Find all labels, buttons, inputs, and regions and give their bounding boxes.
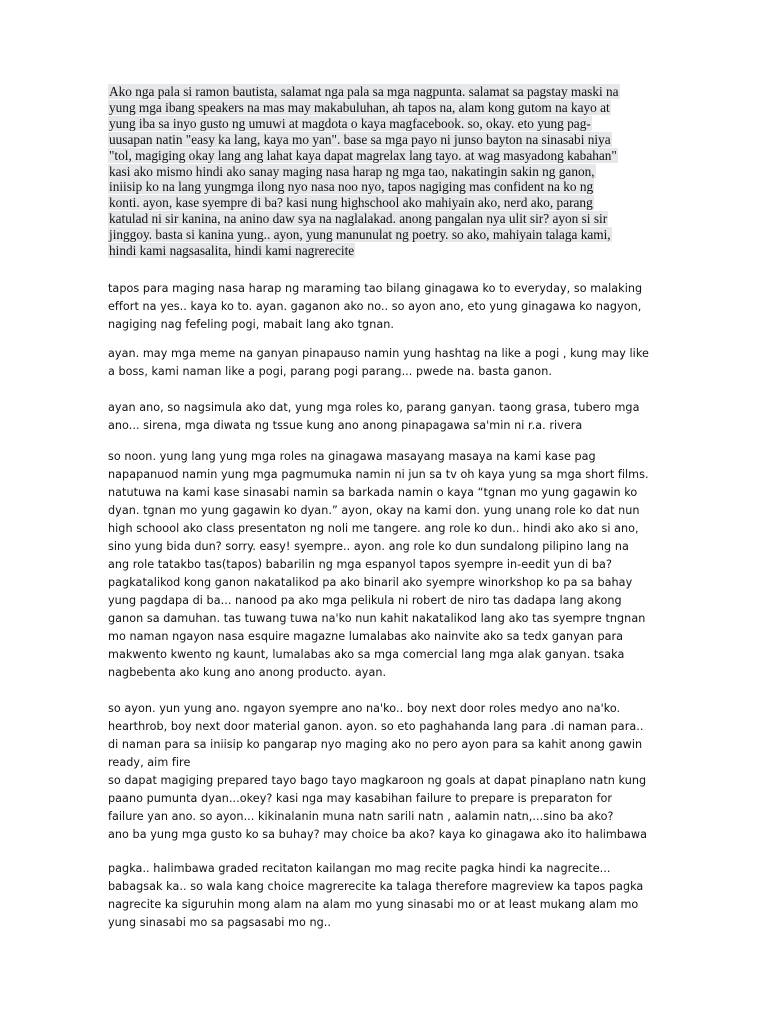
highlighted-text: iniisip ko na lang yungmga ilong nyo nasa noo nyo, tapos nagiging mas confident na ko ng [109, 179, 594, 195]
paragraph [108, 700, 660, 772]
highlighted-text: Ako nga pala si ramon bautista, salamat nga pala sa mga nagpunta. salamat sa pagstay maski na [109, 84, 619, 99]
paragraph-line: so dapat magiging prepared tayo bago tayo magkaroon ng goals at dapat pinaplano natn kung [108, 773, 647, 787]
highlighted-text: jinggoy. basta si kanina yung.. ayon, yung manunulat ng poetry. so ako, mahiyain talaga kami, [109, 227, 611, 243]
highlighted-text: hindi kami nagsasalita, hindi kami nagrerecite [109, 243, 355, 259]
paragraph-line: makwento kwento ng kaunt, lumalabas ako sa mga comercial lang mga alak ganyan. tsaka [108, 647, 625, 661]
paragraph-line: mo naman ngayon nasa esquire magazne lumalabas ako nainvite ako sa tedx ganyan para [108, 629, 624, 643]
paragraph-line: ang role tatakbo tas(tapos) babarilin ng mga espanyol tapos syempre in-eedit yun di ba? [108, 557, 612, 571]
paragraph-line: nagrecite ka siguruhin mong alam na alam mo yung sinasabi mo or at least mukang alam mo [108, 897, 639, 911]
paragraph [108, 860, 660, 932]
paragraph-line: ganon sa damuhan. tas tuwang tuwa na'ko nun kahit nakatalikod lang ako tas syempre tngnan [108, 611, 646, 625]
paragraph-line: natutuwa na kami kase sinasabi namin sa barkada namin o kaya “tgnan mo yung gagawin ko [108, 485, 638, 499]
paragraph-line: effort na yes.. kaya ko to. ayan. gaganon ako no.. so ayon ano, eto yung ginagawa ko nagyon, [108, 299, 642, 313]
document-body [108, 280, 660, 932]
highlighted-text-line [108, 148, 660, 164]
paragraph-line: high schoool ako class presentaton ng noli me tangere. ang role ko dun.. hindi ako ako si ano, [108, 521, 639, 535]
paragraph-line: babagsak ka.. so wala kang choice magrerecite ka talaga therefore magreview ka tapos pagka [108, 879, 644, 893]
paragraph-line: hearthrob, boy next door material ganon. ayon. so eto paghahanda lang para .di naman para.. [108, 719, 644, 733]
paragraph-line: tapos para maging nasa harap ng maraming tao bilang ginagawa ko to everyday, so malaking [108, 281, 643, 295]
highlighted-text-line [108, 132, 660, 148]
paragraph-line: ayan ano, so nagsimula ako dat, yung mga roles ko, parang ganyan. taong grasa, tubero mga [108, 400, 640, 414]
highlighted-text-line [108, 116, 660, 132]
highlighted-text-line [108, 164, 660, 180]
paragraph-line: ano... sirena, mga diwata ng tssue kung ano anong pinapagawa sa'min ni r.a. rivera [108, 418, 583, 432]
paragraph [108, 345, 660, 381]
highlighted-text: yung iba sa inyo gusto ng umuwi at magdota o kaya magfacebook. so, okay. eto yung pag- [109, 115, 591, 131]
paragraph-line: di naman para sa iniisip ko pangarap nyo maging ako no pero ayon para sa kahit anong gawin [108, 737, 643, 751]
document-page [108, 84, 660, 945]
paragraph [108, 772, 660, 844]
highlighted-text-line [108, 100, 660, 116]
paragraph-line: sino yung bida dun? sorry. easy! syempre.. ayon. ang role ko dun sundalong pilipino lang na [108, 539, 629, 553]
paragraph-line: yung pagdapa di ba... nanood pa ako mga pelikula ni robert de niro tas dadapa lang akong [108, 593, 622, 607]
highlighted-text: "tol, magiging okay lang ang lahat kaya dapat magrelax lang tayo. at wag masyadong kabahan" [109, 147, 617, 163]
paragraph-line: napapanuod namin yung mga pagmumuka namin ni jun sa tv oh kaya yung sa mga short films. [108, 467, 649, 481]
paragraph-line: ready, aim fire [108, 755, 191, 769]
highlighted-text: kasi ako mismo hindi ako sanay maging nasa harap ng mga tao, nakatingin sakin ng ganon, [109, 163, 595, 179]
paragraph [108, 280, 660, 334]
highlighted-text-line [108, 179, 660, 195]
paragraph-line: pagkatalikod kong ganon nakatalikod pa ako binaril ako syempre winorkshop ko pa sa bahay [108, 575, 633, 589]
paragraph-line: failure yan ano. so ayon... kikinalanin muna natn sarili natn , aalamin natn,...sino ba ako? [108, 809, 614, 823]
paragraph-line: so noon. yung lang yung mga roles na ginagawa masayang masaya na kami kase pag [108, 449, 596, 463]
highlighted-text: katulad ni sir kanina, na anino daw sya na naglalakad. anong pangalan nya ulit sir? ayon si sir [109, 211, 608, 227]
highlighted-text-line [108, 227, 660, 243]
paragraph [108, 448, 660, 682]
highlighted-text-line [108, 84, 660, 100]
paragraph-line: yung sinasabi mo sa pagsasabi mo ng.. [108, 915, 331, 929]
highlighted-text: konti. ayon, kase syempre di ba? kasi nung highschool ako mahiyain ako, nerd ako, parang [109, 195, 593, 211]
paragraph-line: dyan. tgnan mo yung gagawin ko dyan.” ayon, okay na kami don. yung unang role ko dat nun [108, 503, 640, 517]
paragraph-line: so ayon. yun yung ano. ngayon syempre ano na'ko.. boy next door roles medyo ano na'ko. [108, 701, 621, 715]
highlighted-text: yung mga ibang speakers na mas may makabuluhan, ah tapos na, alam kong gutom na kayo at [109, 99, 610, 115]
highlighted-paragraph [108, 84, 660, 259]
paragraph-line: ano ba yung mga gusto ko sa buhay? may choice ba ako? kaya ko ginagawa ako ito halimbawa [108, 827, 647, 841]
paragraph-line: pagka.. halimbawa graded recitaton kailangan mo mag recite pagka hindi ka nagrecite... [108, 861, 611, 875]
highlighted-text-line [108, 195, 660, 211]
highlighted-text-line [108, 243, 660, 259]
paragraph-line: paano pumunta dyan...okey? kasi nga may kasabihan failure to prepare is preparaton for [108, 791, 612, 805]
paragraph-line: ayan. may mga meme na ganyan pinapauso namin yung hashtag na like a pogi , kung may like [108, 346, 649, 360]
highlighted-text-line [108, 211, 660, 227]
paragraph-line: a boss, kami naman like a pogi, parang pogi parang... pwede na. basta ganon. [108, 364, 552, 378]
paragraph-line: nagiging nag fefeling pogi, mabait lang ako tgnan. [108, 317, 394, 331]
paragraph [108, 399, 660, 435]
highlighted-text: uusapan natin "easy ka lang, kaya mo yan". base sa mga payo ni junso bayton na sinasabi niya [109, 131, 611, 147]
paragraph-line: nagbebenta ako kung ano anong producto. ayan. [108, 665, 387, 679]
